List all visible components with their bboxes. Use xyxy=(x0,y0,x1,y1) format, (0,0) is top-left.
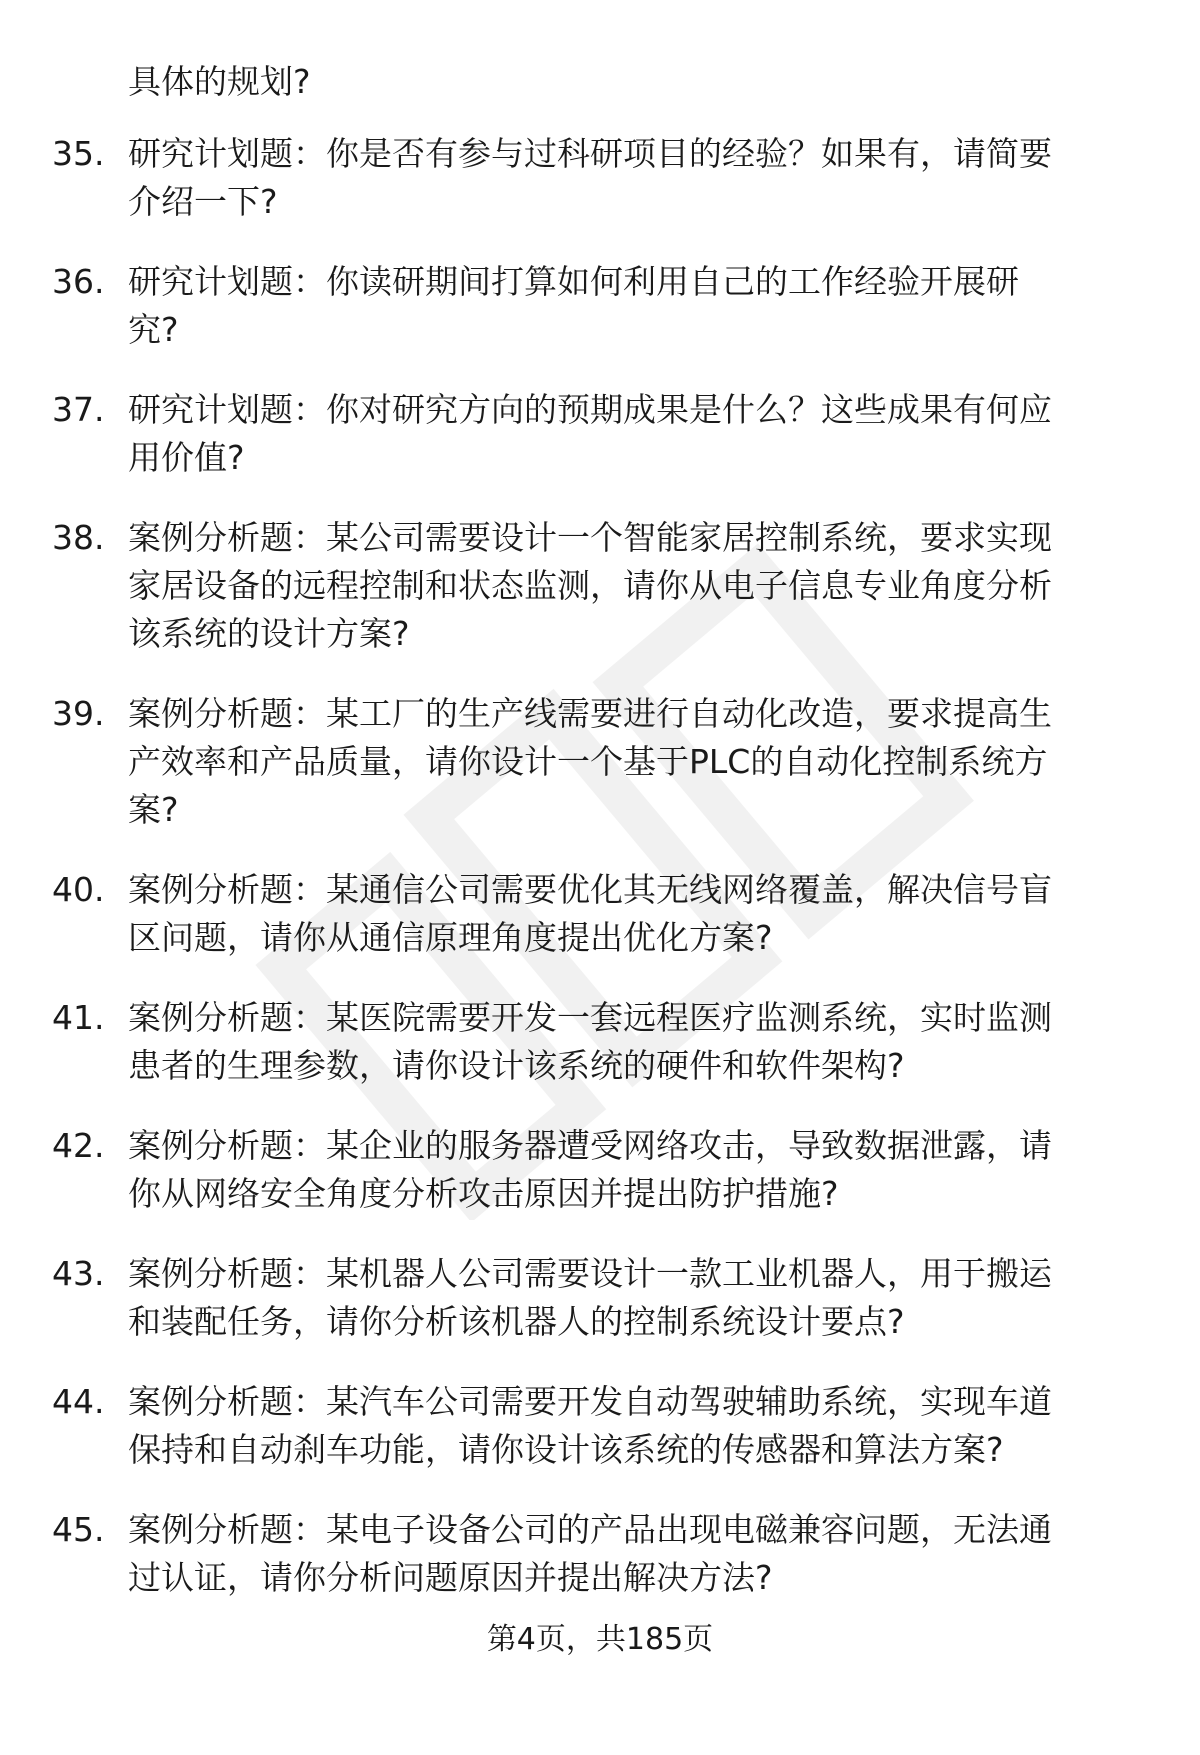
question-number: 45. xyxy=(52,1510,105,1549)
question-number: 35. xyxy=(52,134,105,173)
question-number: 43. xyxy=(52,1254,105,1293)
question-item xyxy=(0,866,1200,962)
question-item xyxy=(0,514,1200,658)
question-number: 42. xyxy=(52,1126,105,1165)
question-text-line: 研究计划题：你读研期间打算如何利用自己的工作经验开展研 xyxy=(128,262,1019,301)
question-item xyxy=(0,130,1200,226)
page-footer: 第4页，共185页 xyxy=(486,1622,714,1657)
question-item xyxy=(0,1122,1200,1218)
question-number: 36. xyxy=(52,262,105,301)
question-number: 39. xyxy=(52,694,105,733)
question-item xyxy=(0,994,1200,1090)
question-text-line: 案例分析题：某汽车公司需要开发自动驾驶辅助系统，实现车道 xyxy=(128,1382,1052,1421)
question-text-line: 区问题，请你从通信原理角度提出优化方案? xyxy=(128,918,773,957)
question-text-line: 案例分析题：某公司需要设计一个智能家居控制系统，要求实现 xyxy=(128,518,1052,557)
question-text-line: 产效率和产品质量，请你设计一个基于PLC的自动化控制系统方 xyxy=(128,742,1048,781)
question-text-line: 案例分析题：某机器人公司需要设计一款工业机器人，用于搬运 xyxy=(128,1254,1052,1293)
question-text-line: 介绍一下? xyxy=(128,182,278,221)
question-item xyxy=(0,258,1200,354)
question-text-line: 你从网络安全角度分析攻击原因并提出防护措施? xyxy=(128,1174,839,1213)
question-text-line: 究? xyxy=(128,310,179,349)
question-item xyxy=(0,1378,1200,1474)
question-item xyxy=(0,690,1200,834)
question-item xyxy=(0,1250,1200,1346)
question-text-line: 过认证，请你分析问题原因并提出解决方法? xyxy=(128,1558,773,1597)
question-text-line: 该系统的设计方案? xyxy=(128,614,410,653)
question-text-line: 研究计划题：你是否有参与过科研项目的经验？如果有，请简要 xyxy=(128,134,1052,173)
question-text-line: 案? xyxy=(128,790,179,829)
question-text-line: 案例分析题：某企业的服务器遭受网络攻击，导致数据泄露，请 xyxy=(128,1126,1052,1165)
question-item xyxy=(0,1506,1200,1602)
question-text-line: 研究计划题：你对研究方向的预期成果是什么？这些成果有何应 xyxy=(128,390,1052,429)
question-number: 37. xyxy=(52,390,105,429)
question-text-line: 案例分析题：某工厂的生产线需要进行自动化改造，要求提高生 xyxy=(128,694,1052,733)
question-text-line: 患者的生理参数，请你设计该系统的硬件和软件架构? xyxy=(128,1046,905,1085)
question-text-line: 家居设备的远程控制和状态监测，请你从电子信息专业角度分析 xyxy=(128,566,1052,605)
question-text-line: 案例分析题：某电子设备公司的产品出现电磁兼容问题，无法通 xyxy=(128,1510,1052,1549)
question-text-line: 案例分析题：某通信公司需要优化其无线网络覆盖，解决信号盲 xyxy=(128,870,1052,909)
question-text-line: 保持和自动刹车功能，请你设计该系统的传感器和算法方案? xyxy=(128,1430,1004,1469)
question-number: 44. xyxy=(52,1382,105,1421)
question-number: 41. xyxy=(52,998,105,1037)
question-item xyxy=(0,386,1200,482)
question-number: 38. xyxy=(52,518,105,557)
question-text-line: 用价值? xyxy=(128,438,245,477)
question-text-line: 和装配任务，请你分析该机器人的控制系统设计要点? xyxy=(128,1302,905,1341)
question-number: 40. xyxy=(52,870,105,909)
question-text-line: 案例分析题：某医院需要开发一套远程医疗监测系统，实时监测 xyxy=(128,998,1052,1037)
question-list xyxy=(0,130,1200,1634)
continuation-text: 具体的规划? xyxy=(128,62,311,101)
